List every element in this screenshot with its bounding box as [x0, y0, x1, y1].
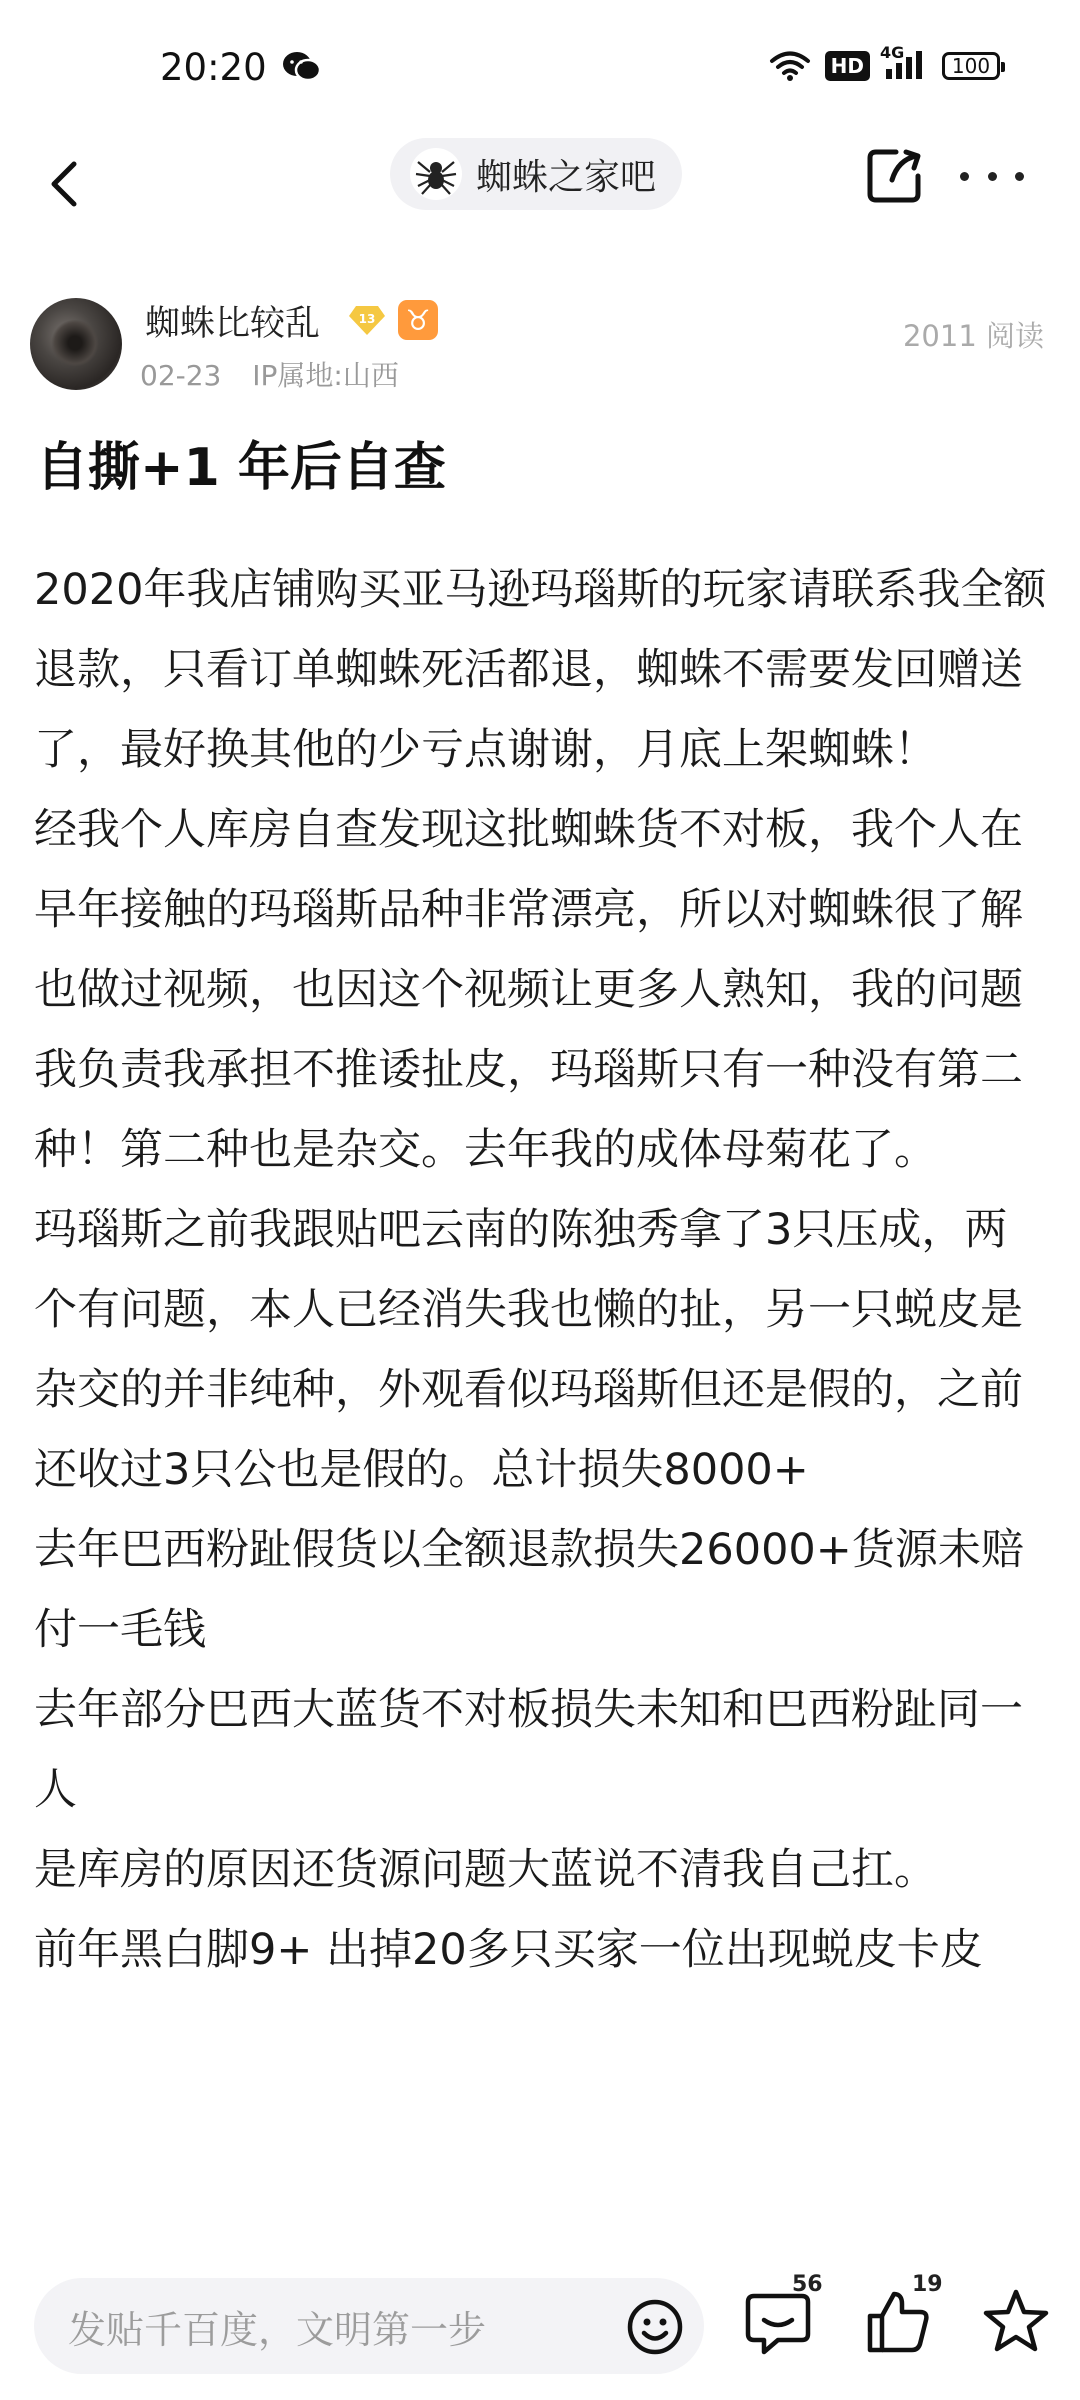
wifi-icon	[769, 50, 811, 82]
level-number: 13	[358, 312, 376, 326]
author-name[interactable]: 蜘蛛比较乱	[145, 304, 321, 344]
post-paragraph: 经我个人库房自查发现这批蜘蛛货不对板，我个人在早年接触的玛瑙斯品种非常漂亮，所以对蜘蛛很了解也做过视频，也因这个视频让更多人熟知，我的问题我负责我承担不推诿扯皮，玛瑙斯只有一种没有第二种！第二种也是杂交。去年我的成体母菊花了。	[34, 805, 1023, 1175]
post-paragraph: 玛瑙斯之前我跟贴吧云南的陈独秀拿了3只压成，两个有问题，本人已经消失我也懒的扯，另一只蜕皮是杂交的并非纯种，外观看似玛瑙斯但还是假的，之前还收过3只公也是假的。总计损失8000+	[34, 1205, 1023, 1495]
zodiac-badge	[398, 300, 438, 340]
emoji-icon[interactable]	[626, 2298, 684, 2356]
post-paragraph: 去年部分巴西大蓝货不对板损失未知和巴西粉趾同一人	[34, 1685, 1023, 1815]
nav-bar	[0, 130, 1080, 240]
like-count: 19	[912, 2272, 943, 2297]
comment-placeholder: 发贴千百度，文明第一步	[68, 2307, 487, 2352]
comment-count: 56	[792, 2272, 823, 2297]
level-badge	[348, 304, 386, 336]
wechat-icon	[282, 50, 322, 84]
bottom-action-bar	[0, 2252, 1080, 2400]
ip-location: IP属地:山西	[252, 359, 399, 392]
post-paragraph: 去年巴西粉趾假货以全额退款损失26000+货源未赔付一毛钱	[34, 1525, 1024, 1655]
post-paragraph: 2020年我店铺购买亚马逊玛瑙斯的玩家请联系我全额退款，只看订单蜘蛛死活都退，蜘蛛不需要发回赠送了，最好换其他的少亏点谢谢，月底上架蜘蛛！	[34, 565, 1047, 775]
battery-icon	[942, 52, 1000, 80]
back-arrow-icon[interactable]	[36, 154, 96, 214]
network-type: 4G	[880, 43, 905, 62]
author-row	[0, 290, 1080, 400]
post-paragraph: 前年黑白脚9+ 出掉20多只买家一位出现蜕皮卡皮	[34, 1925, 983, 1975]
post-body	[34, 550, 1050, 1990]
comment-input[interactable]	[34, 2278, 704, 2374]
status-icons	[769, 43, 1000, 82]
forum-link[interactable]	[390, 138, 682, 210]
favorite-star-icon[interactable]	[980, 2286, 1052, 2358]
forum-name: 蜘蛛之家吧	[476, 156, 657, 198]
share-icon[interactable]	[862, 144, 926, 208]
post-title: 自撕+1 年后自查	[36, 438, 446, 498]
signal-icon	[880, 43, 928, 81]
zodiac-symbol: ♉	[405, 303, 431, 337]
author-avatar[interactable]	[30, 298, 122, 390]
status-bar	[0, 0, 1080, 130]
post-paragraph: 是库房的原因还货源问题大蓝说不清我自己扛。	[34, 1845, 937, 1895]
post-meta	[140, 354, 421, 394]
more-options-icon[interactable]	[960, 156, 1024, 196]
forum-spider-logo-icon	[410, 148, 462, 200]
post-date: 02-23	[140, 359, 222, 392]
read-count: 2011 阅读	[902, 319, 1044, 353]
hd-badge: HD	[825, 51, 870, 81]
status-time: 20:20	[160, 46, 267, 89]
battery-level: 100	[951, 54, 991, 78]
